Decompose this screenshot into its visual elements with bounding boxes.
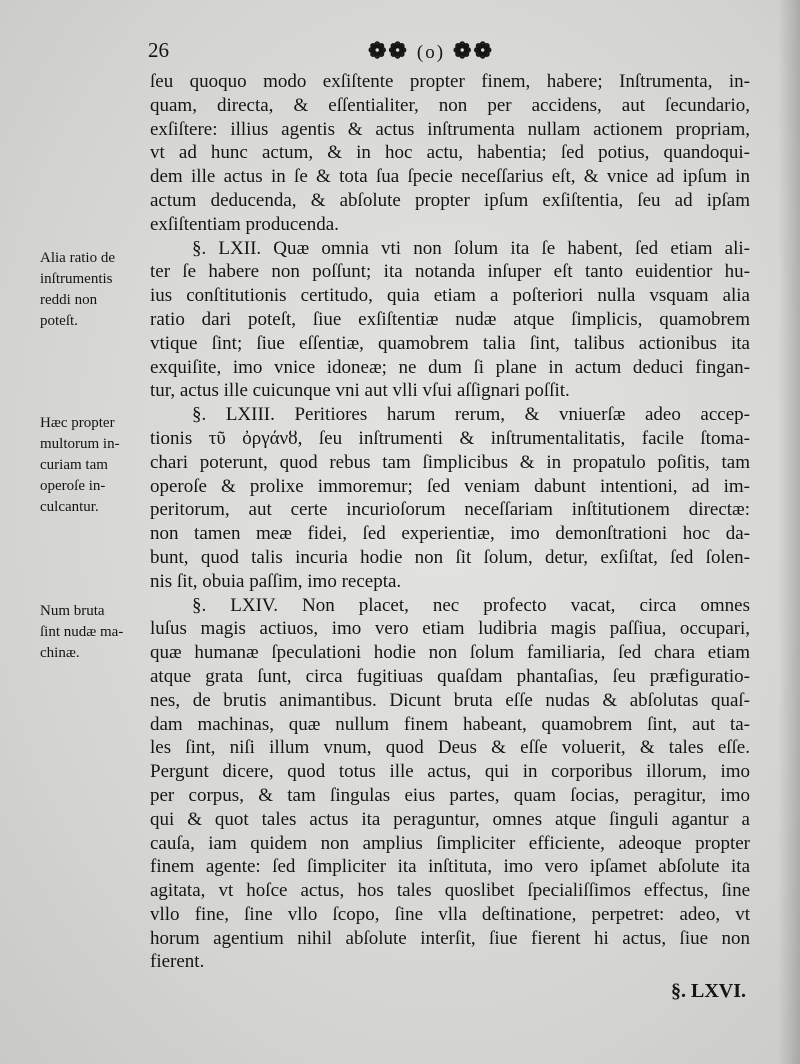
body-text	[150, 70, 750, 974]
text-line: fierent.	[150, 951, 205, 973]
text-line: ius conſtitutionis certitudo, quia etiam a poſteriori nulla vsquam alia	[150, 285, 750, 307]
text-line: cauſa, iam quidem non amplius ſimpliciter efficiente, adeoque propter	[150, 832, 750, 854]
text-line: horum agentium nihil abſolute interſit, ſiue fierent hi actus, ſiue non	[150, 927, 750, 949]
page-number: 26	[148, 38, 169, 62]
margin-note	[40, 601, 150, 664]
margin-note-line: Num bruta	[40, 603, 105, 619]
margin-note-line: Hæc propter	[40, 415, 115, 431]
margin-note-line: multorum in-	[40, 436, 120, 452]
header-ornament	[368, 38, 494, 64]
margin-note-line: curiam tam	[40, 457, 108, 473]
margin-note-line: inſtrumentis	[40, 271, 113, 287]
text-line: dem ille actus in ſe & tota ſua ſpecie neceſſarius eſt, & vnice ad ipſum in	[150, 166, 750, 188]
text-line: qui & quot tales actus ita peraguntur, omnes atque ſinguli agantur a	[150, 808, 750, 830]
text-line: exſiſtere: illius agentis & actus inſtrumenta nullam actionem propriam,	[150, 118, 750, 140]
text-line: luſus magis actiuos, imo vero etiam ludibria magis paſſiua, occupari,	[150, 618, 750, 640]
margin-note-line: Alia ratio de	[40, 250, 115, 266]
text-line: non tamen meæ fidei, ſed experientiæ, imo demonſtrationi hoc da-	[150, 523, 750, 545]
text-line: peritorum, aut certe incurioſorum neceſſariam inſtitutionem directæ:	[150, 499, 750, 521]
text-line: tionis τῦ ὀργάνȣ, ſeu inſtrumenti & inſtrumentalitatis, facile ſtoma-	[150, 427, 750, 449]
page-gutter-shadow	[778, 0, 800, 1064]
text-line: tur, actus ille cuicunque vni aut vlli vſui aſſignari poſſit.	[150, 380, 570, 402]
text-line: chari poterunt, quod rebus tam ſimplicibus & in propatulo poſitis, tam	[150, 451, 750, 473]
text-line: Pergunt dicere, quod totus ille actus, qui in corporibus illorum, imo	[150, 761, 750, 783]
margin-note-line: poteſt.	[40, 313, 78, 329]
ornament-left-icon: ❁❁	[368, 38, 409, 63]
margin-note-line: ſint nudæ ma-	[40, 624, 124, 640]
text-line: vt ad hunc actum, & in hoc actu, habentia; ſed potius, quandoqui-	[150, 142, 750, 164]
margin-note	[40, 248, 150, 332]
ornament-mid: (o)	[416, 42, 446, 63]
text-line: agitata, vt hoſce actus, hos tales quoslibet ſpecialiſſimos effectus, ſine	[150, 880, 750, 902]
margin-note-line: operoſe in-	[40, 478, 106, 494]
text-line: ſeu quoquo modo exſiſtente propter finem, habere; Inſtrumenta, in-	[150, 71, 750, 92]
running-header	[148, 38, 548, 64]
ornament-right-icon: ❁❁	[453, 38, 494, 63]
text-line: ter ſe habere non poſſunt; ita notanda inſuper eſt tanto euidentior hu-	[150, 261, 750, 283]
margin-note-line: reddi non	[40, 292, 98, 308]
section-heading-line: §. LXII. Quæ omnia vti non ſolum ita ſe habent, ſed etiam ali-	[192, 237, 750, 259]
text-line: finem agente: ſed ſimpliciter ita inſtituta, imo vero ipſamet abſolute ita	[150, 856, 750, 878]
margin-note	[40, 413, 150, 518]
text-line: nes, de brutis animantibus. Dicunt bruta eſſe nudas & abſolutas quaſ-	[150, 689, 750, 711]
text-line: bunt, quod talis incuria hodie non ſit ſolum, detur, exſiſtat, ſed ſolen-	[150, 546, 750, 568]
text-line: vllo fine, ſine vllo ſcopo, ſine vlla deſtinatione, perpetret: adeo, vt	[150, 903, 750, 925]
text-line: dam machinas, quæ nullum finem habeant, quamobrem ſint, aut ta-	[150, 713, 750, 735]
text-line: exſiſtentiam producenda.	[150, 213, 339, 235]
text-line: ratio dari poteſt, ſiue exſiſtentiæ nudæ atque ſimplicis, quamobrem	[150, 308, 750, 330]
margin-note-line: culcantur.	[40, 499, 99, 515]
text-line: nis ſit, obuia paſſim, imo recepta.	[150, 570, 402, 592]
text-line: atque grata ſunt, circa fugitiuas quaſdam phantaſias, ſeu præfiguratio-	[150, 665, 750, 687]
catchword: §. LXVI.	[670, 980, 746, 1002]
margin-note-line: chinæ.	[40, 645, 80, 661]
section-heading-line: §. LXIV. Non placet, nec profecto vacat, circa omnes	[192, 594, 750, 616]
text-line: quæ humanæ ſpeculationi hodie non ſolum familiaria, ſed chara etiam	[150, 642, 750, 664]
text-line: vtique ſint; ſiue eſſentiæ, quamobrem talia ſint, talibus actionibus ita	[150, 332, 750, 354]
text-line: les ſint, niſi illum vnum, quod Deus & eſſe voluerit, & tales eſſe.	[150, 737, 750, 759]
text-line: quam, directa, & eſſentialiter, non per accidens, aut ſecundario,	[150, 94, 750, 116]
text-line: operoſe & prolixe immoremur; ſed veniam dabunt intentioni, ad im-	[150, 475, 750, 497]
text-line: exquiſite, imo vnice idoneæ; ne dum ſi plane in actum deduci fingan-	[150, 356, 750, 378]
section-heading-line: §. LXIII. Peritiores harum rerum, & vniuerſæ adeo accep-	[192, 404, 750, 426]
text-line: actum deducenda, & abſolute propter ipſum exſiſtentia, ſeu ad ipſam	[150, 189, 750, 211]
text-line: per corpus, & tam ſingulas eius partes, quam ſocias, peragitur, imo	[150, 784, 750, 806]
